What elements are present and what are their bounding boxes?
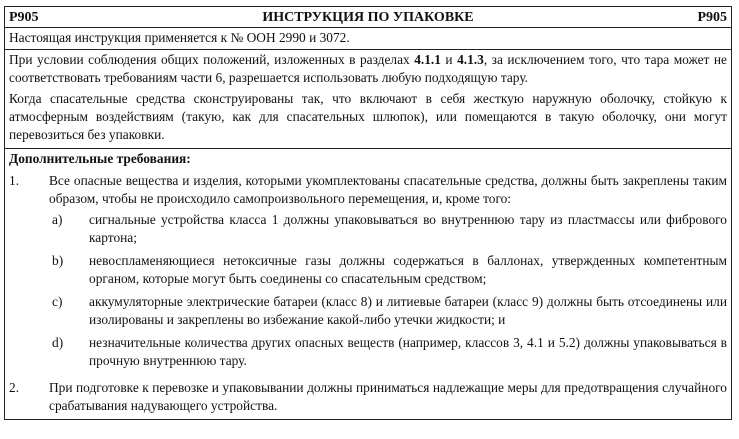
header-row [5, 7, 731, 28]
page-title: ИНСТРУКЦИЯ ПО УПАКОВКЕ [262, 10, 474, 25]
list-item [9, 172, 727, 375]
item-text: Все опасные вещества и изделия, которыми укомплектованы спасательные средства, должны быть закреплены таким образом, чтобы не происходило самопроизвольного перемещения, и, кроме того: [49, 173, 727, 206]
sub-label: a) [52, 212, 63, 227]
sub-item [49, 211, 727, 247]
applies-row [5, 28, 731, 50]
sub-label: c) [52, 294, 63, 309]
item-text: При подготовке к перевозке и упаковывании должны приниматься надлежащие меры для предотвращения случайного срабатывания надувающего устройства. [49, 380, 727, 413]
section-title: Дополнительные требования: [9, 151, 191, 166]
sub-text: сигнальные устройства класса 1 должны упаковываться во внутреннюю тару из пластмассы или фибрового картона; [89, 212, 727, 245]
para2 [5, 89, 731, 148]
para1-and: и [440, 52, 458, 67]
sub-label: b) [52, 253, 64, 268]
list-item [9, 379, 727, 415]
sub-item [49, 293, 727, 329]
code-left: P905 [9, 10, 39, 25]
sub-item [49, 334, 727, 370]
sub-text: незначительные количества других опасных веществ (например, классов 3, 4.1 и 5.2) должны упаковываться в прочную внутреннюю тару. [89, 335, 727, 368]
sub-text: невоспламеняющиеся нетоксичные газы должны содержаться в баллонах, утвержденных компетентным органом, которые могут быть соединены со спасательным средством; [89, 253, 727, 286]
ref-4-1-1: 4.1.1 [414, 52, 441, 67]
additional-requirements [5, 149, 731, 415]
instruction-table [4, 6, 732, 420]
sub-label: d) [52, 335, 64, 350]
applies-text: Настоящая инструкция применяется к № ООН 2990 и 3072. [9, 30, 350, 45]
para2-text: Когда спасательные средства сконструированы так, что включают в себя жесткую наружную оболочку, стойкую к атмосферным воздействиям (такую, как для спасательных шлюпок), или помещаются в такую оболочку, они могут перевозиться без упаковки. [9, 91, 727, 142]
sub-item [49, 252, 727, 288]
para1-text-b: , за исключением того, что тара может не соответствовать требованиям части 6, разрешается использовать любую подходящую тару. [9, 52, 727, 85]
item-number: 2. [9, 380, 20, 395]
para1 [5, 50, 731, 89]
general-provisions-row [5, 50, 731, 149]
para1-text-a: При условии соблюдения общих положений, изложенных в разделах [9, 52, 415, 67]
sub-text: аккумуляторные электрические батареи (класс 8) и литиевые батареи (класс 9) должны быть отсоединены или изолированы и закреплены во избежание какой-либо утечки жидкости; и [89, 294, 727, 327]
ref-4-1-3: 4.1.3 [457, 52, 484, 67]
item-number: 1. [9, 173, 20, 188]
item-body [49, 172, 727, 375]
code-right: P905 [697, 10, 727, 25]
